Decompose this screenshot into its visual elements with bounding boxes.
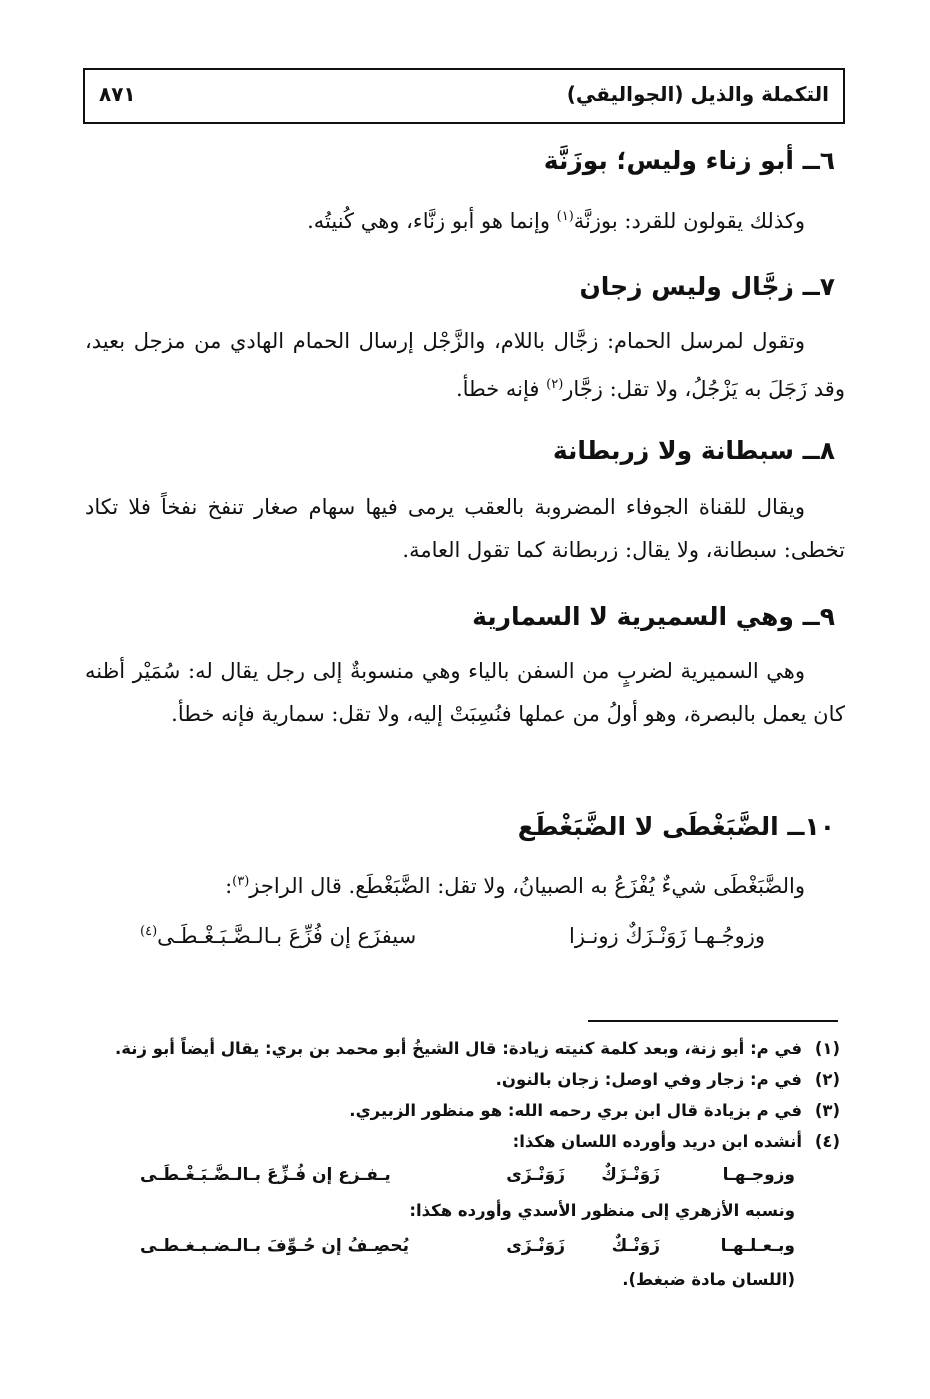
section-6-heading: ٦ــ أبو زناء وليس؛ بوزَنَّة [543,146,835,175]
footnote-2: (٢)في م: زجار وفي اوصل: زجان بالنون. [495,1070,840,1089]
footnote-4-source: (اللسان مادة ضبغط). [622,1270,795,1289]
footnote-number: (٢) [814,1070,840,1089]
footnote-ref-4[interactable]: (٤) [140,924,158,939]
footnote-4: (٤)أنشده ابن دريد وأورده اللسان هكذا: [512,1132,840,1151]
footnote-verse-1c: زَوَنْـزَى [506,1165,565,1185]
section-8-heading: ٨ــ سبطانة ولا زربطانة [552,436,835,465]
section-9-heading: ٩ــ وهي السميرية لا السمارية [472,602,835,631]
running-title: التكملة والذيل (الجواليقي) [566,82,829,106]
footnote-verse-1b: زَوَنْـزَكٌ [601,1165,660,1185]
footnote-verse-2b: زَوَنْـكٌ [611,1236,660,1256]
footnote-ref-2[interactable]: (٢) [546,377,564,392]
footnote-ref-1[interactable]: (١) [556,209,574,224]
section-10-heading: ١٠ــ الضَّبَغْطَى لا الضَّبَغْطَع [517,812,835,841]
page-number: ٨٧١ [99,82,136,106]
footnote-verse-1a: وزوجـهـا [722,1165,795,1185]
footnote-verse-2c: زَوَنْـزَى [506,1236,565,1256]
footnote-ref-3[interactable]: (٣) [232,874,250,889]
section-7-text: وتقول لمرسل الحمام: زجَّال باللام، والزَّجْل إرسال الحمام الهادي من مزجل بعيد، وقد زَجَلَ به يَزْجُلُ، ولا تقل: زجَّار$^{(٢)}$ فإنه خطأ. [85,329,845,401]
footnote-1: (١)في م: أبو زنة، وبعد كلمة كنيته زيادة: قال الشيخُ أبو محمد بن بري: يقال أيضاً أبو زنة. [115,1039,840,1058]
section-6-text: وكذلك يقولون للقرد: بوزنَّة$^{(١)}$ وإنما هو أبو زنَّاء، وهي كُنيتُه. [307,209,805,233]
footnote-separator [588,1020,838,1022]
section-7-heading: ٧ــ زجَّال وليس زجان [579,272,835,301]
section-9-text: وهي السميرية لضربٍ من السفن بالياء وهي منسوبةٌ إلى رجل يقال له: سُمَيْر أظنه كان يعمل بالبصرة، وهو أولُ من عملها فنُسِبَتْ إليه، ولا تقل: سمارية فإنه خطأ. [85,659,845,726]
footnote-number: (٤) [814,1132,840,1151]
verse-first-hemistich: وزوجُـهـا زَوَنْـزَكٌ زونـزا [568,924,765,948]
footnote-number: (١) [814,1039,840,1058]
footnote-number: (٣) [814,1101,840,1120]
section-8-text: ويقال للقناة الجوفاء المضروبة بالعقب يرمى فيها سهام صغار تنفخ نفخاً فلا تكاد تخطى: سبطانة، ولا يقال: زربطانة كما تقول العامة. [85,495,845,562]
footnote-verse-2d: يُحصِـفُ إن حُـوِّفَ بـالـضـبـغـطـى [140,1236,410,1256]
footnote-4-continued: ونسبه الأزهري إلى منظور الأسدي وأورده هكذا: [409,1201,795,1220]
footnote-verse-1d: يـفـزع إن فُـزِّعَ بـالـضَّـبَـغْـطَـى [140,1165,391,1185]
verse-second-hemistich: سيفزَع إن فُزِّعَ بـالـضَّـبَـغْـطَـى$^{(٤)}$ [140,924,417,948]
page-header [83,68,845,124]
footnote-3: (٣)في م بزيادة قال ابن بري رحمه الله: هو منظور الزبيري. [349,1101,840,1120]
section-10-text: والضَّبَغْطَى شيءٌ يُفْزَعُ به الصبيانُ، ولا تقل: الضَّبَغْطَع. قال الراجز$^{(٣)}$: [225,874,805,898]
footnote-verse-2a: وبـعـلـهـا [720,1236,795,1256]
